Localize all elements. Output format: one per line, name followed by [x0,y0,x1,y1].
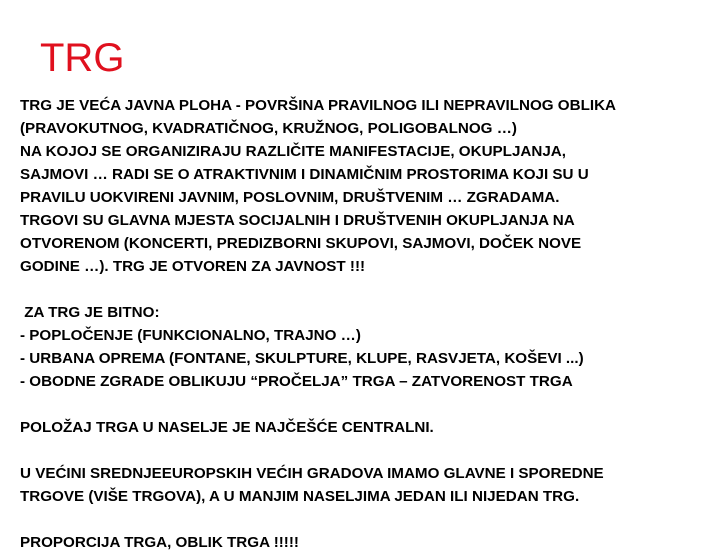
text-line: U VEĆINI SREDNJEEUROPSKIH VEĆIH GRADOVA IMAMO GLAVNE I SPOREDNE [20,465,604,482]
paragraph-spacer [20,508,720,531]
text-line: POLOŽAJ TRGA U NASELJE JE NAJČEŠĆE CENTRALNI. [20,419,434,436]
proportion-paragraph [20,531,720,554]
paragraph-spacer [20,393,720,416]
list-heading: ZA TRG JE BITNO: [20,304,160,321]
text-line: TRGOVI SU GLAVNA MJESTA SOCIJALNIH I DRUŠTVENIH OKUPLJANJA NA [20,212,575,229]
text-line: SAJMOVI … RADI SE O ATRAKTIVNIM I DINAMIČNIM PROSTORIMA KOJI SU U [20,166,589,183]
list-item: - POPLOČENJE (FUNKCIONALNO, TRAJNO …) [20,327,361,344]
text-line: TRG JE VEĆA JAVNA PLOHA - POVRŠINA PRAVILNOG ILI NEPRAVILNOG OBLIKA [20,97,617,114]
text-line: OTVORENOM (KONCERTI, PREDIZBORNI SKUPOVI, SAJMOVI, DOČEK NOVE [20,235,582,252]
text-line: (PRAVOKUTNOG, KVADRATIČNOG, KRUŽNOG, POLIGOBALNOG …) [20,120,517,137]
text-line: GODINE …). TRG JE OTVOREN ZA JAVNOST !!! [20,258,366,275]
list-item: - OBODNE ZGRADE OBLIKUJU “PROČELJA” TRGA – ZATVORENOST TRGA [20,373,573,390]
paragraph-spacer [20,439,720,462]
important-features-list [20,301,720,393]
slide-body [20,94,720,554]
text-line: TRGOVE (VIŠE TRGOVA), A U MANJIM NASELJIMA JEDAN ILI NIJEDAN TRG. [20,488,580,505]
cities-paragraph [20,462,720,508]
list-item: - URBANA OPREMA (FONTANE, SKULPTURE, KLUPE, RASVJETA, KOŠEVI ...) [20,350,584,367]
text-line: PRAVILU UOKVIRENI JAVNIM, POSLOVNIM, DRUŠTVENIM … ZGRADAMA. [20,189,560,206]
position-paragraph [20,416,720,439]
text-line: NA KOJOJ SE ORGANIZIRAJU RAZLIČITE MANIFESTACIJE, OKUPLJANJA, [20,143,566,160]
text-line: PROPORCIJA TRGA, OBLIK TRGA !!!!! [20,534,299,551]
definition-paragraph [20,94,720,278]
paragraph-spacer [20,278,720,301]
slide-title: TRG [40,36,125,80]
